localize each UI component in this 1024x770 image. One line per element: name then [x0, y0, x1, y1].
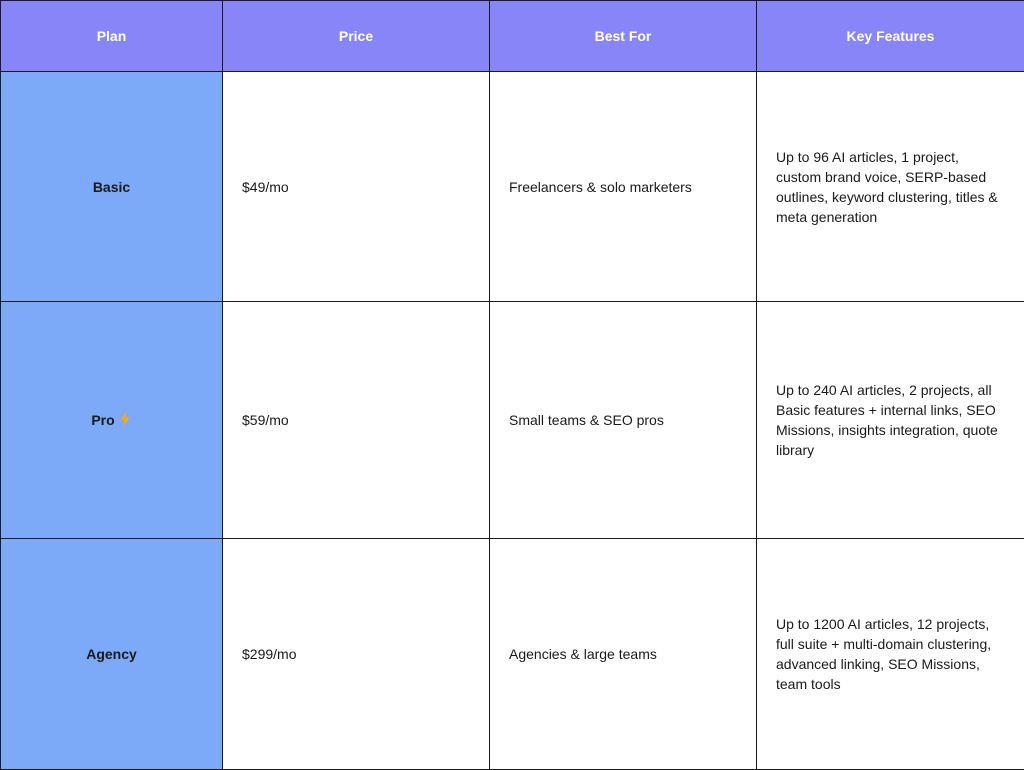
plan-name: Basic — [93, 179, 130, 195]
lightning-bolt-icon — [118, 411, 132, 427]
price-cell: $59/mo — [223, 302, 490, 539]
best-for-cell: Agencies & large teams — [490, 539, 757, 770]
features-cell: Up to 1200 AI articles, 12 projects, full suite + multi-domain clustering, advanced linking, SEO Missions, team tools — [757, 539, 1024, 770]
table-row — [1, 539, 1024, 770]
header-key-features: Key Features — [757, 1, 1024, 72]
features-cell: Up to 96 AI articles, 1 project, custom brand voice, SERP-based outlines, keyword clustering, titles & meta generation — [757, 72, 1024, 302]
price-cell: $299/mo — [223, 539, 490, 770]
table-body — [1, 72, 1024, 770]
plan-cell — [1, 539, 223, 770]
plan-name: Pro — [91, 412, 114, 428]
header-best-for: Best For — [490, 1, 757, 72]
header-plan: Plan — [1, 1, 223, 72]
plan-name: Agency — [86, 646, 137, 662]
plan-cell — [1, 302, 223, 539]
header-row — [1, 1, 1024, 72]
features-cell: Up to 240 AI articles, 2 projects, all Basic features + internal links, SEO Missions, insights integration, quote library — [757, 302, 1024, 539]
best-for-cell: Small teams & SEO pros — [490, 302, 757, 539]
table-header — [1, 1, 1024, 72]
header-price: Price — [223, 1, 490, 72]
plan-cell — [1, 72, 223, 302]
table-row — [1, 72, 1024, 302]
best-for-cell: Freelancers & solo marketers — [490, 72, 757, 302]
table-row — [1, 302, 1024, 539]
price-cell: $49/mo — [223, 72, 490, 302]
